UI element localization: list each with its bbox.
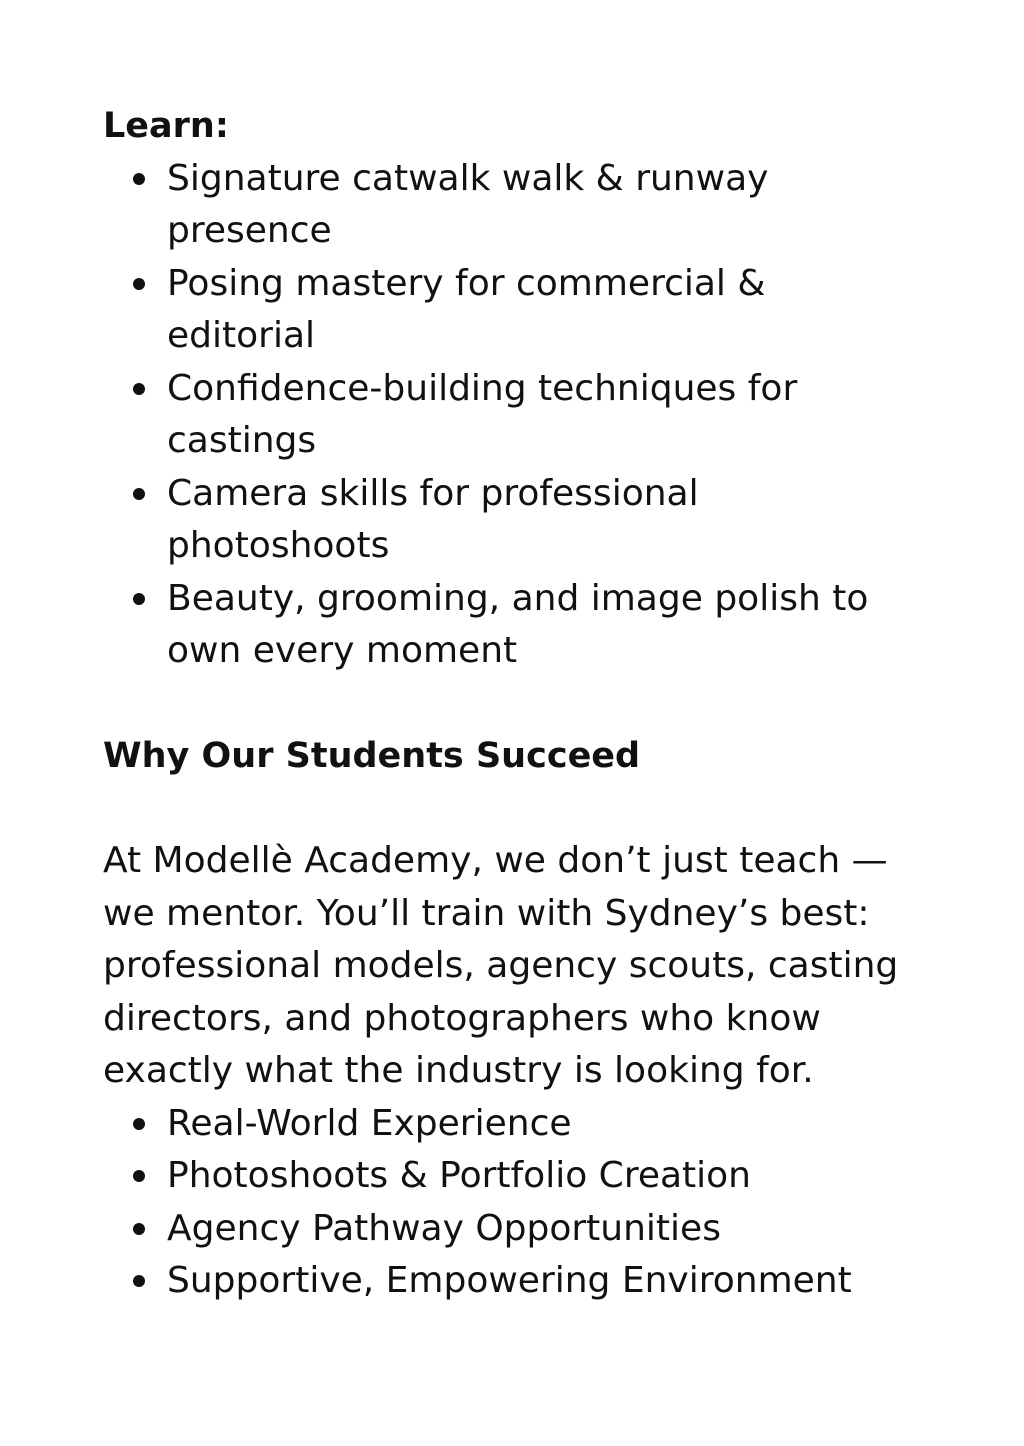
list-item [167,1255,923,1308]
list-item [167,258,923,363]
section-spacer [103,783,923,836]
bullet-icon [133,1118,145,1130]
list-item-text: Supportive, Empowering Environment [167,1260,852,1301]
list-item-text: Beauty, grooming, and image polish to own every moment [167,577,869,671]
list-item-text: Real-World Experience [167,1102,572,1144]
list-item [167,363,923,468]
list-item-text: Confidence-building techniques for castings [167,367,798,461]
list-item [167,1203,923,1256]
why-paragraph: At Modellè Academy, we don’t just teach — we mentor. You’ll train with Sydney’s best: professional models, agency scouts, casting directors, and photographers who know exactly what the industry is looking for. [103,840,899,1091]
why-heading: Why Our Students Succeed [103,736,641,776]
list-item [167,468,923,573]
bullet-icon [133,1170,145,1182]
bullet-icon [133,1223,145,1235]
bullet-icon [133,278,145,290]
list-item [167,1098,923,1151]
document-page [103,100,923,1308]
learn-heading: Learn: [103,106,229,146]
bullet-icon [133,593,145,605]
bullet-icon [133,383,145,395]
why-list [103,1098,923,1308]
list-item [167,153,923,258]
list-item-text: Camera skills for professional photoshoots [167,472,699,566]
bullet-icon [133,173,145,185]
list-item-text: Posing mastery for commercial & editorial [167,262,766,356]
bullet-icon [133,488,145,500]
bullet-icon [133,1275,145,1287]
list-item-text: Agency Pathway Opportunities [167,1207,721,1249]
list-item [167,573,923,678]
list-item-text: Photoshoots & Portfolio Creation [167,1155,751,1196]
section-spacer [103,678,923,731]
learn-list [103,153,923,678]
list-item [167,1150,923,1203]
list-item-text: Signature catwalk walk & runway presence [167,157,769,251]
